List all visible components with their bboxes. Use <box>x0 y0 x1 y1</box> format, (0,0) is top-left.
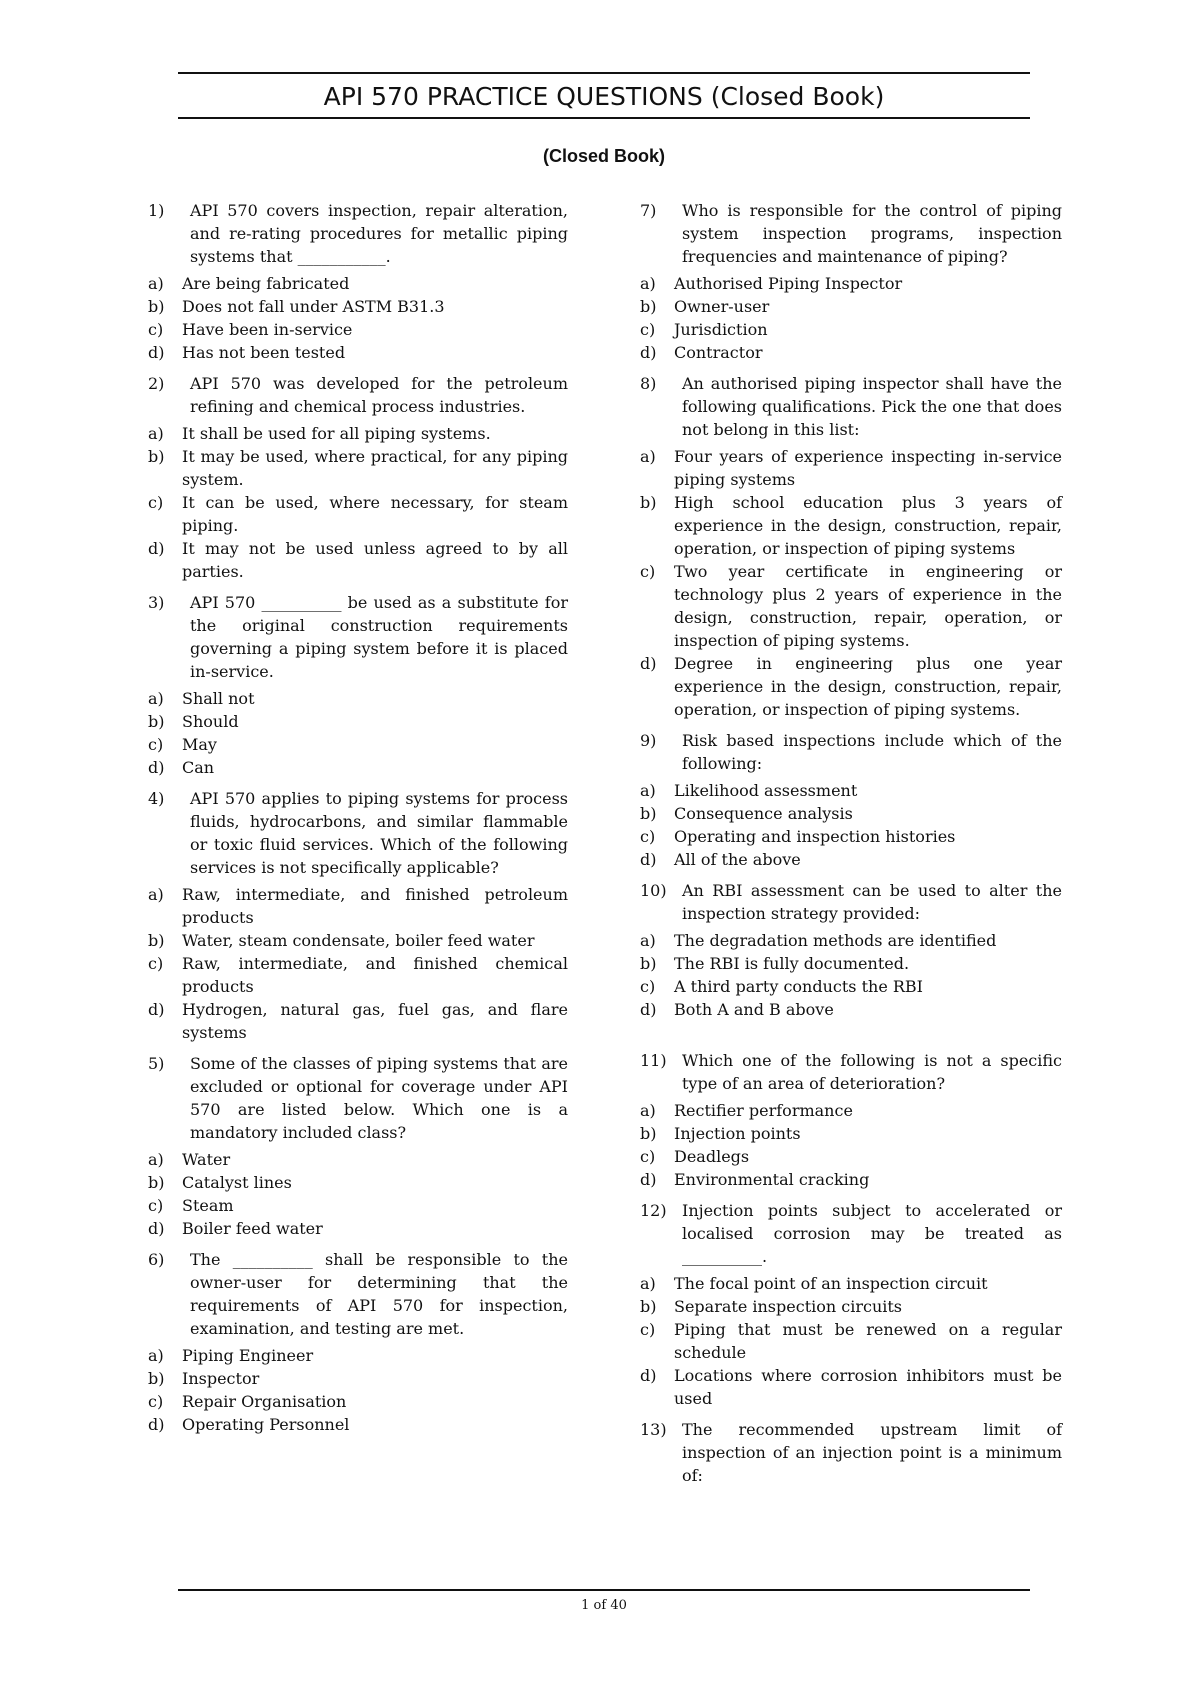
question-text: An RBI assessment can be used to alter the inspection strategy provided: <box>682 881 1062 923</box>
option-text: Piping Engineer <box>182 1346 314 1365</box>
answer-option <box>148 929 568 952</box>
question-stem <box>640 1199 1062 1268</box>
answer-option <box>148 341 568 364</box>
option-text: The degradation methods are identified <box>674 931 997 950</box>
option-text: Should <box>182 712 239 731</box>
right-column <box>640 199 1062 1495</box>
answer-option <box>148 952 568 998</box>
page-subtitle: (Closed Book) <box>542 146 665 166</box>
answer-option <box>148 733 568 756</box>
option-letter: c) <box>640 827 656 846</box>
option-text: Inspector <box>182 1369 260 1388</box>
option-letter: c) <box>148 320 164 339</box>
answer-option <box>148 1344 568 1367</box>
left-column <box>148 199 568 1444</box>
option-text: Has not been tested <box>182 343 346 362</box>
option-text: Water <box>182 1150 231 1169</box>
answer-option <box>640 1145 1062 1168</box>
option-list <box>148 883 568 1044</box>
question-number: 1) <box>148 201 165 220</box>
question-stem <box>640 199 1062 268</box>
question <box>148 591 568 779</box>
question-number: 11) <box>640 1051 667 1070</box>
option-text: Operating Personnel <box>182 1415 350 1434</box>
option-text: Raw, intermediate, and finished chemical products <box>182 954 568 996</box>
option-text: Contractor <box>674 343 763 362</box>
option-text: Steam <box>182 1196 234 1215</box>
option-letter: d) <box>148 1415 165 1434</box>
question-number: 13) <box>640 1420 667 1439</box>
answer-option <box>640 295 1062 318</box>
option-letter: a) <box>148 689 164 708</box>
option-text: Water, steam condensate, boiler feed water <box>182 931 535 950</box>
question-text: An authorised piping inspector shall have the following qualifications. Pick the one that does not belong in this list: <box>682 374 1062 439</box>
question-text: Risk based inspections include which of the following: <box>682 731 1062 773</box>
option-letter: b) <box>640 297 657 316</box>
question-stem <box>640 729 1062 775</box>
answer-option <box>640 952 1062 975</box>
option-letter: d) <box>640 1170 657 1189</box>
option-letter: c) <box>640 562 656 581</box>
question-stem <box>640 1049 1062 1095</box>
option-text: It can be used, where necessary, for steam piping. <box>182 493 568 535</box>
option-text: Likelihood assessment <box>674 781 858 800</box>
question-text: Injection points subject to accelerated or localised corrosion may be treated as __________. <box>682 1201 1062 1266</box>
option-letter: c) <box>148 1392 164 1411</box>
answer-option <box>148 318 568 341</box>
option-letter: b) <box>640 493 657 512</box>
option-text: Rectifier performance <box>674 1101 853 1120</box>
answer-option <box>640 1272 1062 1295</box>
answer-option <box>640 272 1062 295</box>
option-letter: c) <box>640 1320 656 1339</box>
option-letter: d) <box>148 343 165 362</box>
question-text: Some of the classes of piping systems that are excluded or optional for coverage under API 570 are listed below. Which one is a mandatory included class? <box>190 1054 568 1142</box>
section-gap <box>640 1029 1062 1049</box>
option-letter: d) <box>640 850 657 869</box>
option-text: It may be used, where practical, for any piping system. <box>182 447 568 489</box>
option-letter: a) <box>640 447 656 466</box>
question-stem <box>148 1052 568 1144</box>
question-number: 2) <box>148 374 165 393</box>
option-text: It may not be used unless agreed to by all parties. <box>182 539 568 581</box>
option-text: It shall be used for all piping systems. <box>182 424 491 443</box>
question-stem <box>640 372 1062 441</box>
option-text: Degree in engineering plus one year experience in the design, construction, repair, operation, or inspection of piping systems. <box>674 654 1062 719</box>
answer-option <box>640 998 1062 1021</box>
question-text: The __________ shall be responsible to the owner-user for determining that the requirements of API 570 for inspection, examination, and testing are met. <box>190 1250 568 1338</box>
option-letter: a) <box>148 424 164 443</box>
answer-option <box>640 929 1062 952</box>
option-text: Authorised Piping Inspector <box>674 274 903 293</box>
option-letter: d) <box>148 758 165 777</box>
footer-rule <box>178 1589 1030 1591</box>
option-letter: b) <box>640 1124 657 1143</box>
option-letter: c) <box>148 735 164 754</box>
answer-option <box>640 779 1062 802</box>
answer-option <box>640 1318 1062 1364</box>
question-stem <box>148 787 568 879</box>
question <box>640 1199 1062 1410</box>
option-text: Have been in-service <box>182 320 353 339</box>
answer-option <box>148 756 568 779</box>
option-letter: d) <box>640 654 657 673</box>
option-text: Separate inspection circuits <box>674 1297 903 1316</box>
header-top-rule <box>178 72 1030 74</box>
option-text: High school education plus 3 years of experience in the design, construction, repair, operation, or inspection of piping systems <box>674 493 1062 558</box>
option-list <box>640 272 1062 364</box>
question <box>148 372 568 583</box>
question-text: API 570 __________ be used as a substitute for the original construction requirements governing a piping system before it is placed in-service. <box>190 593 568 681</box>
answer-option <box>640 848 1062 871</box>
answer-option <box>148 1217 568 1240</box>
option-text: All of the above <box>674 850 801 869</box>
question-number: 12) <box>640 1201 667 1220</box>
option-text: Two year certificate in engineering or technology plus 2 years of experience in the design, construction, repair, operation, or inspection of piping systems. <box>674 562 1062 650</box>
option-text: Injection points <box>674 1124 801 1143</box>
option-letter: c) <box>640 977 656 996</box>
answer-option <box>148 445 568 491</box>
option-letter: a) <box>640 274 656 293</box>
answer-option <box>148 687 568 710</box>
answer-option <box>640 1099 1062 1122</box>
option-letter: c) <box>148 1196 164 1215</box>
question <box>640 1049 1062 1191</box>
answer-option <box>640 318 1062 341</box>
answer-option <box>640 1364 1062 1410</box>
option-list <box>640 1272 1062 1410</box>
answer-option <box>148 883 568 929</box>
answer-option <box>148 1171 568 1194</box>
option-text: Both A and B above <box>674 1000 834 1019</box>
option-letter: a) <box>148 274 164 293</box>
question-number: 9) <box>640 731 657 750</box>
question-text: API 570 covers inspection, repair alteration, and re-rating procedures for metallic piping systems that ___________. <box>190 201 568 266</box>
answer-option <box>148 537 568 583</box>
answer-option <box>640 1122 1062 1145</box>
option-letter: d) <box>148 1219 165 1238</box>
answer-option <box>148 1390 568 1413</box>
question-number: 7) <box>640 201 657 220</box>
option-letter: b) <box>640 1297 657 1316</box>
question-text: API 570 applies to piping systems for process fluids, hydrocarbons, and similar flammable or toxic fluid services. Which of the following services is not specifically applicable? <box>190 789 568 877</box>
option-text: Four years of experience inspecting in-service piping systems <box>674 447 1062 489</box>
page-number: 1 of 40 <box>581 1598 627 1613</box>
option-text: Hydrogen, natural gas, fuel gas, and flare systems <box>182 1000 568 1042</box>
option-list <box>148 687 568 779</box>
option-text: Jurisdiction <box>674 320 768 339</box>
option-list <box>640 929 1062 1021</box>
question <box>148 199 568 364</box>
option-letter: b) <box>148 447 165 466</box>
answer-option <box>148 295 568 318</box>
option-text: Locations where corrosion inhibitors must be used <box>674 1366 1062 1408</box>
question-text: Which one of the following is not a specific type of an area of deterioration? <box>682 1051 1062 1093</box>
question <box>640 729 1062 871</box>
question-number: 8) <box>640 374 657 393</box>
option-letter: b) <box>640 804 657 823</box>
question-number: 4) <box>148 789 165 808</box>
question-stem <box>640 1418 1062 1487</box>
question-text: API 570 was developed for the petroleum refining and chemical process industries. <box>190 374 568 416</box>
option-text: Deadlegs <box>674 1147 750 1166</box>
option-letter: c) <box>640 320 656 339</box>
header-bottom-rule <box>178 117 1030 119</box>
answer-option <box>640 491 1062 560</box>
answer-option <box>148 1413 568 1436</box>
option-text: Raw, intermediate, and finished petroleum products <box>182 885 568 927</box>
question-stem <box>148 591 568 683</box>
answer-option <box>640 560 1062 652</box>
option-letter: b) <box>640 954 657 973</box>
answer-option <box>148 710 568 733</box>
question-stem <box>148 199 568 268</box>
option-list <box>640 779 1062 871</box>
question <box>148 1248 568 1436</box>
question-stem <box>148 372 568 418</box>
option-letter: d) <box>640 343 657 362</box>
option-letter: a) <box>640 931 656 950</box>
option-text: Does not fall under ASTM B31.3 <box>182 297 445 316</box>
option-letter: b) <box>148 297 165 316</box>
option-letter: c) <box>148 493 164 512</box>
question <box>148 1052 568 1240</box>
answer-option <box>640 975 1062 998</box>
option-letter: a) <box>640 781 656 800</box>
option-text: May <box>182 735 217 754</box>
answer-option <box>148 998 568 1044</box>
option-letter: a) <box>148 885 164 904</box>
option-list <box>148 1148 568 1240</box>
question-stem <box>640 879 1062 925</box>
answer-option <box>640 802 1062 825</box>
answer-option <box>640 1168 1062 1191</box>
answer-option <box>640 341 1062 364</box>
option-letter: d) <box>148 1000 165 1019</box>
answer-option <box>148 1367 568 1390</box>
option-text: Owner-user <box>674 297 770 316</box>
answer-option <box>148 272 568 295</box>
option-list <box>148 272 568 364</box>
option-letter: a) <box>148 1150 164 1169</box>
answer-option <box>640 652 1062 721</box>
option-letter: a) <box>640 1101 656 1120</box>
option-text: Repair Organisation <box>182 1392 347 1411</box>
option-letter: b) <box>148 712 165 731</box>
question-number: 6) <box>148 1250 165 1269</box>
question <box>640 879 1062 1021</box>
option-text: Boiler feed water <box>182 1219 323 1238</box>
option-text: Can <box>182 758 215 777</box>
question-number: 5) <box>148 1054 165 1073</box>
option-list <box>148 1344 568 1436</box>
answer-option <box>640 1295 1062 1318</box>
option-text: Are being fabricated <box>182 274 350 293</box>
question-text: The recommended upstream limit of inspection of an injection point is a minimum of: <box>682 1420 1062 1485</box>
option-letter: d) <box>148 539 165 558</box>
question <box>640 1418 1062 1487</box>
option-list <box>640 1099 1062 1191</box>
option-text: A third party conducts the RBI <box>674 977 923 996</box>
option-text: Environmental cracking <box>674 1170 870 1189</box>
question-number: 10) <box>640 881 667 900</box>
option-list <box>148 422 568 583</box>
question-text: Who is responsible for the control of piping system inspection programs, inspection frequencies and maintenance of piping? <box>682 201 1062 266</box>
option-list <box>640 445 1062 721</box>
page-title: API 570 PRACTICE QUESTIONS (Closed Book) <box>323 82 885 111</box>
option-letter: b) <box>148 1369 165 1388</box>
question <box>640 199 1062 364</box>
option-text: Consequence analysis <box>674 804 853 823</box>
option-text: Operating and inspection histories <box>674 827 956 846</box>
answer-option <box>148 1194 568 1217</box>
option-text: The focal point of an inspection circuit <box>674 1274 988 1293</box>
option-letter: a) <box>148 1346 164 1365</box>
option-text: Shall not <box>182 689 255 708</box>
option-letter: c) <box>640 1147 656 1166</box>
option-text: Piping that must be renewed on a regular schedule <box>674 1320 1062 1362</box>
option-letter: d) <box>640 1366 657 1385</box>
option-letter: b) <box>148 1173 165 1192</box>
option-letter: b) <box>148 931 165 950</box>
option-text: The RBI is fully documented. <box>674 954 910 973</box>
answer-option <box>640 825 1062 848</box>
option-letter: d) <box>640 1000 657 1019</box>
answer-option <box>148 491 568 537</box>
answer-option <box>148 1148 568 1171</box>
question <box>148 787 568 1044</box>
question <box>640 372 1062 721</box>
option-letter: c) <box>148 954 164 973</box>
question-stem <box>148 1248 568 1340</box>
answer-option <box>148 422 568 445</box>
answer-option <box>640 445 1062 491</box>
option-letter: a) <box>640 1274 656 1293</box>
option-text: Catalyst lines <box>182 1173 292 1192</box>
question-number: 3) <box>148 593 165 612</box>
